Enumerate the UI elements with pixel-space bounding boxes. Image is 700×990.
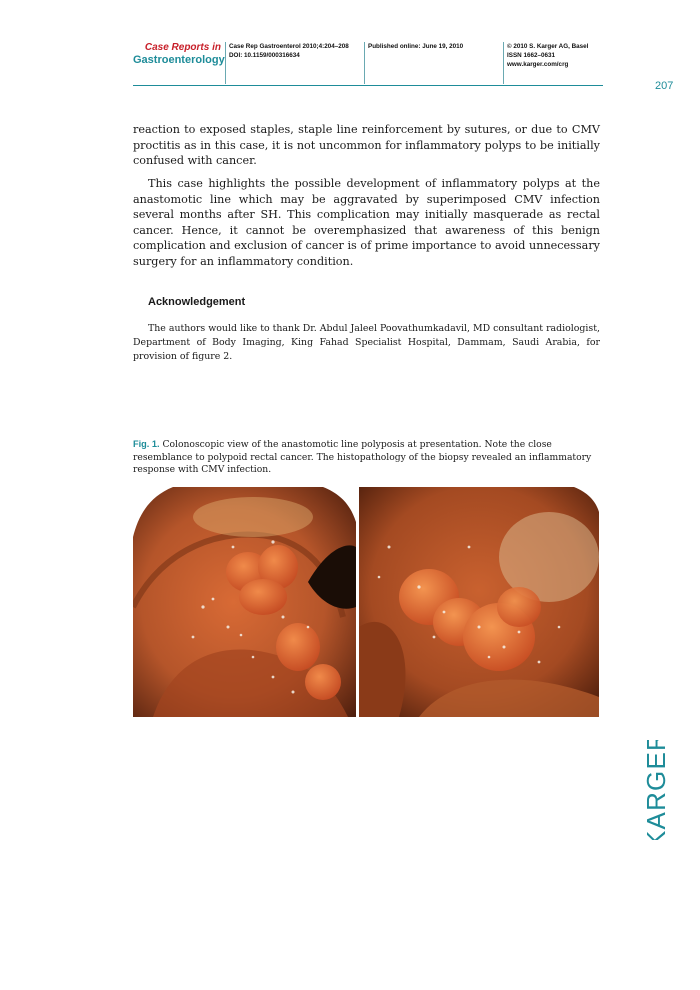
- karger-logo-text: KARGER: [641, 740, 671, 840]
- doi: DOI: 10.1159/000316634: [229, 52, 300, 59]
- colonoscopy-photo-right: [359, 487, 599, 717]
- copyright-block: [507, 42, 588, 69]
- colonoscopy-image-right: [359, 487, 599, 717]
- copyright: © 2010 S. Karger AG, Basel: [507, 43, 589, 50]
- journal-logo-line1: Case Reports in: [144, 42, 221, 53]
- acknowledgement-heading: Acknowledgement: [148, 296, 246, 308]
- journal-url[interactable]: www.karger.com/crg: [507, 61, 569, 68]
- page-header: [0, 38, 700, 90]
- header-rule: [133, 85, 603, 86]
- publisher-logo: [609, 740, 699, 840]
- colonoscopy-photo-left: [133, 487, 356, 717]
- colonoscopy-image-left: [133, 487, 356, 717]
- journal-logo-line2: Gastroenterology: [133, 54, 225, 66]
- issn: ISSN 1662–0631: [507, 52, 555, 59]
- header-divider: [225, 42, 226, 84]
- published-date: Published online: June 19, 2010: [368, 43, 464, 50]
- page-number: 207: [655, 80, 674, 92]
- body-paragraph-1: reaction to exposed staples, staple line reinforcement by sutures, or due to CMV proctitis as in this case, it is not uncommon for inflammatory polyps to be initially confused with cancer.: [133, 123, 600, 168]
- journal-logo: [133, 42, 225, 66]
- figure-caption-text: Colonoscopic view of the anastomotic line polyposis at presentation. Note the close resemblance to polypoid rectal cancer. The histopathology of the biopsy revealed an inflammatory response with CMV infection.: [133, 439, 592, 475]
- citation: Case Rep Gastroenterol 2010;4:204–208: [229, 43, 349, 50]
- figure-label[interactable]: Fig. 1.: [133, 439, 160, 449]
- acknowledgement-text: The authors would like to thank Dr. Abdul Jaleel Poovathumkadavil, MD consultant radiologist, Department of Body Imaging, King Fahad Specialist Hospital, Dammam, Saudi Arabia, for provision of figure 2.: [133, 323, 600, 362]
- body-paragraph-2: This case highlights the possible development of inflammatory polyps at the anastomotic line which may be aggravated by superimposed CMV infection several months after SH. This complication may initially masquerade as rectal cancer. Hence, it cannot be overemphasized that awareness of this benign complication and exclusion of cancer is of prime importance to avoid unnecessary surgery for an inflammatory condition.: [133, 177, 600, 268]
- karger-logo-icon: [609, 740, 699, 840]
- figure-caption: [133, 438, 600, 477]
- header-divider: [364, 42, 365, 84]
- citation-block: [229, 42, 349, 60]
- header-divider: [503, 42, 504, 84]
